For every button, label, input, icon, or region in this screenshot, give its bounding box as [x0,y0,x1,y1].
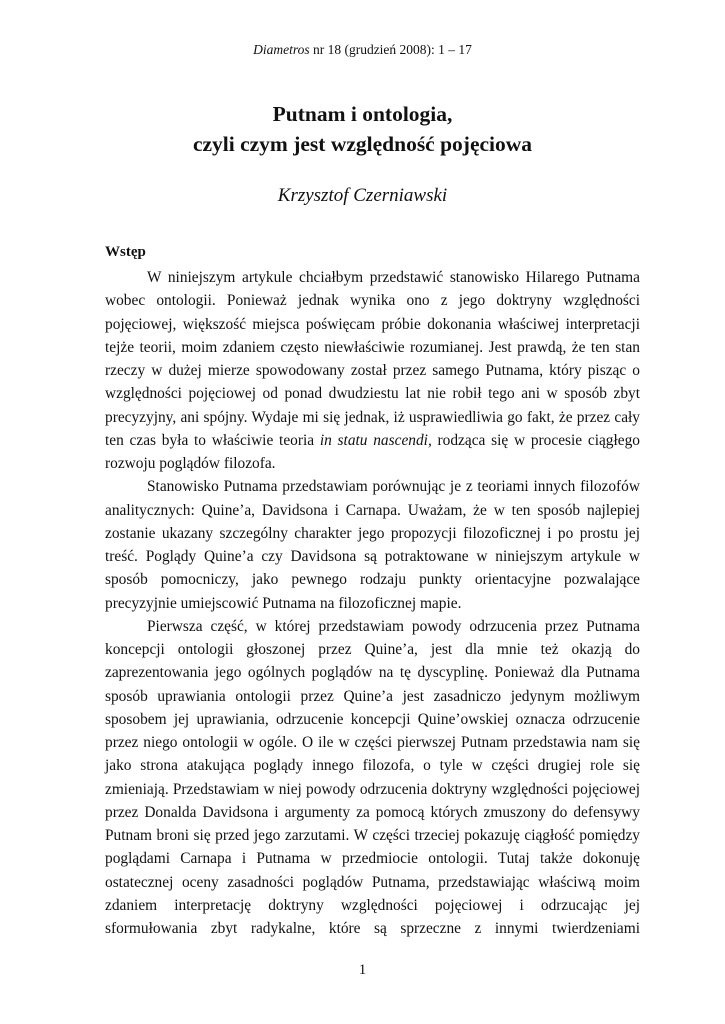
paragraph-1-italic-phrase: in statu nascendi, [319,431,432,449]
title-line-1: Putnam i ontologia, [272,102,453,126]
paragraph-1-text-b: rodząca się w procesie ciągłego rozwoju poglądów filozofa. [105,431,640,472]
section-heading: Wstęp [105,244,146,260]
page-number: 1 [358,962,367,978]
title-line-2: czyli czym jest względność pojęciowa [192,132,533,156]
paragraph-1 [105,266,640,475]
author-name: Krzysztof Czerniawski [277,185,448,206]
body-text [105,266,640,940]
running-head [0,42,725,58]
issue-info: nr 18 (grudzień 2008): 1 – 17 [312,42,472,57]
article-title [0,99,725,159]
paragraph-2: Stanowisko Putnama przedstawiam porównując je z teoriami innych filozofów analitycznych: Quine’a, Davidsona i Carnapa. Uważam, że w ten sposób najlepiej zostanie ukazany szczególny charakter jego propozycji filozoficznej i po prostu jej treść. Poglądy Quine’a czy Davidsona są potraktowane w niniejszym artykule w sposób pomocniczy, jako pewnego rodzaju punkty orientacyjne pozwalające precyzyjnie umiejscowić Putnama na filozoficznej mapie. [105,478,640,612]
journal-name: Diametros [253,42,310,57]
paragraph-1-text-a: W niniejszym artykule chciałbym przedstawić stanowisko Hilarego Putnama wobec ontologii. Ponieważ jednak wynika ono z jego doktryny względności pojęciowej, większość miejsca poświęcam próbie dokonania właściwej interpretacji tejże teorii, moim zdaniem często niewłaściwie rozumianej. Jest prawdą, że ten stan rzeczy w dużej mierze spowodowany został przez samego Putnama, który pisząc o względności pojęciowej od ponad dwudziestu lat nie robił tego ani w sposób zbyt precyzyjny, ani spójny. Wydaje mi się jednak, iż usprawiedliwia go fakt, że przez cały ten czas była to właściwie teoria [105,269,640,449]
paragraph-3: Pierwsza część, w której przedstawiam powody odrzucenia przez Putnama koncepcji ontologii głoszonej przez Quine’a, jest dla mnie też okazją do zaprezentowania jego ogólnych poglądów na tę dyscyplinę. Ponieważ dla Putnama sposób uprawiania ontologii przez Quine’a jest zasadniczo jedynym możliwym sposobem jej uprawiania, odrzucenie koncepcji Quine’owskiej oznacza odrzucenie przez niego ontologii w ogóle. O ile w części pierwszej Putnam przedstawia nam się jako strona atakująca poglądy innego filozofa, o tyle w części drugiej role się zmieniają. Przedstawiam w niej powody odrzucenia doktryny względności pojęciowej przez Donalda Davidsona i argumenty za pomocą których zmuszony do defensywy Putnam broni się przed jego zarzutami. W części trzeciej pokazuję ciągłość pomiędzy poglądami Carnapa i Putnama w przedmiocie ontologii. Tutaj także dokonuję ostatecznej oceny zasadności poglądów Putnama, przedstawiając właściwą moim zdaniem interpretację doktryny względności pojęciowej i odrzucając jej sformułowania zbyt radykalne, które są sprzeczne z innymi twierdzeniami [105,617,640,937]
